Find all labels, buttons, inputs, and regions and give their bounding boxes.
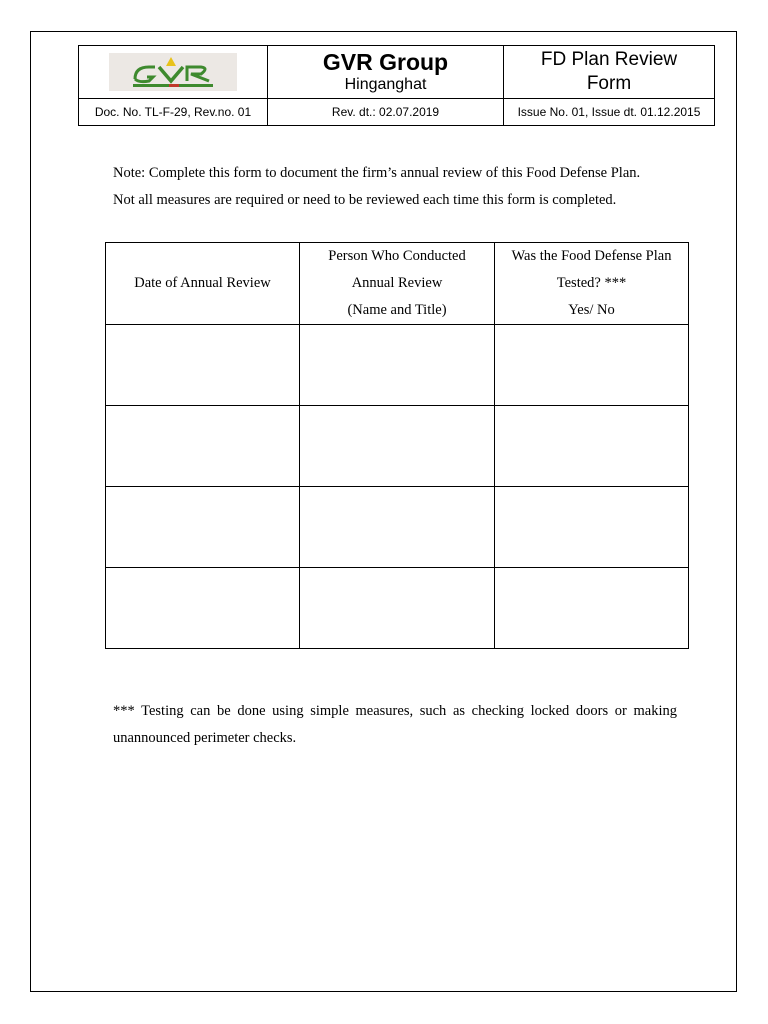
tested-cell[interactable] [495,325,689,406]
form-title-cell [504,46,715,99]
footnote: *** Testing can be done using simple measures, such as checking locked doors or making unannounced perimeter checks. [113,703,677,746]
date-cell[interactable] [106,568,300,649]
person-cell[interactable] [300,487,495,568]
logo-cell [79,46,268,99]
date-cell[interactable] [106,325,300,406]
header-line: Yes/ No [568,302,615,318]
table-row [106,487,689,568]
table-row [106,325,689,406]
header-line: (Name and Title) [347,302,447,318]
date-cell[interactable] [106,487,300,568]
date-cell[interactable] [106,406,300,487]
company-city: Hinganghat [344,76,427,93]
form-title-line2: Form [586,73,632,94]
revision-date: Rev. dt.: 02.07.2019 [268,99,504,126]
note-line: Note: Complete this form to document the firm’s annual review of this Food Defense Plan. [113,165,641,181]
tested-cell[interactable] [495,406,689,487]
person-cell[interactable] [300,325,495,406]
document-header [78,45,715,126]
table-row [106,406,689,487]
header-line: Tested? *** [556,275,627,291]
table-header-row [106,243,689,325]
column-header-tested [495,243,689,325]
table-row [106,568,689,649]
person-cell[interactable] [300,568,495,649]
header-line: Date of Annual Review [134,275,271,291]
tested-cell[interactable] [495,487,689,568]
note-paragraph [113,160,683,214]
company-logo [109,53,237,91]
form-title-line1: FD Plan Review [540,49,678,70]
column-header-person [300,243,495,325]
tested-cell[interactable] [495,568,689,649]
header-line: Was the Food Defense Plan [511,248,672,264]
person-cell[interactable] [300,406,495,487]
issue-info: Issue No. 01, Issue dt. 01.12.2015 [504,99,715,126]
annual-review-table [105,242,689,649]
company-cell [268,46,504,99]
note-line: Not all measures are required or need to be reviewed each time this form is completed. [113,192,617,208]
doc-number: Doc. No. TL-F-29, Rev.no. 01 [79,99,268,126]
column-header-date [106,243,300,325]
header-line: Person Who Conducted [328,248,466,264]
header-line: Annual Review [351,275,443,291]
company-name: GVR Group [322,49,449,75]
gvr-logo-icon [109,53,237,91]
